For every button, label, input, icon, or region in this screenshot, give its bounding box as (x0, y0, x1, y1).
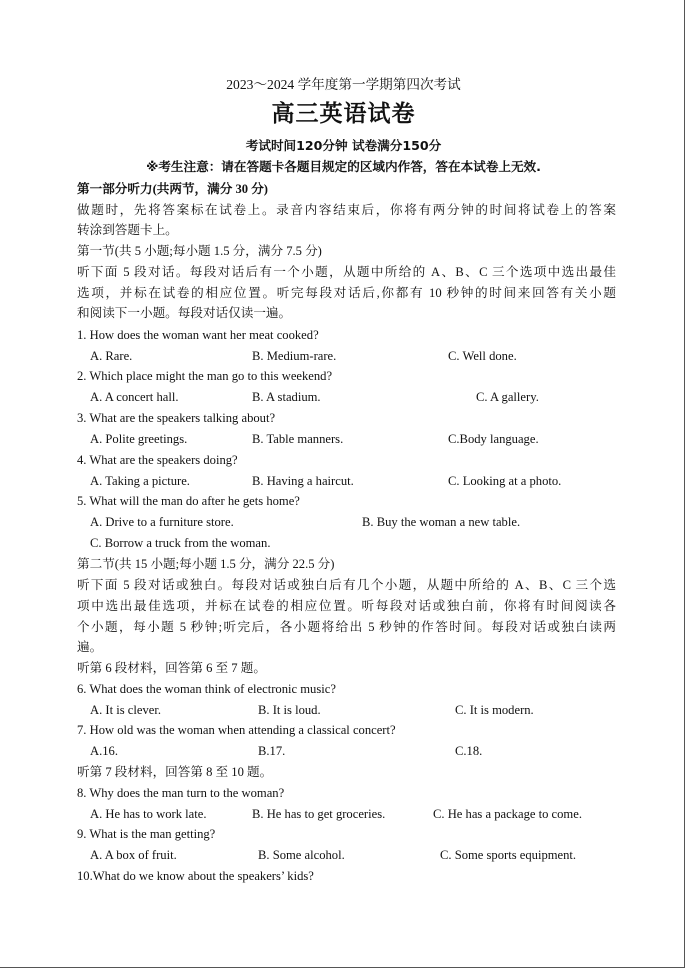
q9-option-a: A. A box of fruit. (90, 848, 177, 862)
section1-heading: 第一节(共 5 小题;每小题 1.5 分，满分 7.5 分) (77, 244, 322, 258)
question-9: 9. What is the man getting? (77, 827, 216, 841)
q4-option-b: B. Having a haircut. (252, 474, 354, 488)
question-7: 7. How old was the woman when attending a classical concert? (77, 723, 396, 737)
q3-option-b: B. Table manners. (252, 432, 344, 446)
question-4: 4. What are the speakers doing? (77, 453, 238, 467)
q7-option-a: A.16. (90, 744, 118, 758)
section2-instruction-line: 个小题，每小题 5 秒钟;听完后，各小题将给出 5 秒钟的作答时间。每段对话或独白读两 (77, 620, 616, 634)
notice: ※考生注意：请在答题卡各题目规定的区域内作答，答在本试卷上无效. (146, 159, 541, 174)
question-5: 5. What will the man do after he gets home? (77, 494, 300, 508)
q9-option-b: B. Some alcohol. (258, 848, 345, 862)
q2-option-c: C. A gallery. (476, 390, 539, 404)
q9-option-c: C. Some sports equipment. (440, 848, 577, 862)
section2-instruction-line: 项中选出最佳选项，并标在试卷的相应位置。听每段对话或独白前，你将有时间阅读各 (77, 599, 616, 613)
section2-heading: 第二节(共 15 小题;每小题 1.5 分，满分 22.5 分) (77, 557, 335, 571)
q6-option-c: C. It is modern. (455, 703, 534, 717)
section1-instruction-line: 听下面 5 段对话。每段对话后有一个小题，从题中所给的 A、B、C 三个选项中选出最佳 (77, 265, 616, 279)
question-3: 3. What are the speakers talking about? (77, 411, 276, 425)
part1-instruction-line: 做题时，先将答案标在试卷上。录音内容结束后，你将有两分钟的时间将试卷上的答案 (77, 203, 616, 217)
q5-option-b: B. Buy the woman a new table. (362, 515, 521, 529)
question-6: 6. What does the woman think of electronic music? (77, 682, 336, 696)
q1-option-c: C. Well done. (448, 349, 517, 363)
page-title: 高三英语试卷 (271, 100, 416, 127)
q2-option-a: A. A concert hall. (90, 390, 179, 404)
q8-option-a: A. He has to work late. (90, 807, 207, 821)
q5-option-c: C. Borrow a truck from the woman. (90, 536, 271, 550)
q5-option-a: A. Drive to a furniture store. (90, 515, 234, 529)
material-7-instruction: 听第 7 段材料，回答第 8 至 10 题。 (77, 765, 273, 779)
q4-option-c: C. Looking at a photo. (448, 474, 562, 488)
question-2: 2. Which place might the man go to this weekend? (77, 369, 333, 383)
q8-option-c: C. He has a package to come. (433, 807, 582, 821)
exam-year-line: 2023～2024 学年度第一学期第四次考试 (226, 77, 461, 92)
section2-instruction-line: 听下面 5 段对话或独白。每段对话或独白后有几个小题，从题中所给的 A、B、C 三个选 (77, 578, 616, 592)
section1-instruction-line: 和阅读下一小题。每段对话仅读一遍。 (77, 306, 292, 320)
q2-option-b: B. A stadium. (252, 390, 321, 404)
q6-option-b: B. It is loud. (258, 703, 321, 717)
q1-option-b: B. Medium-rare. (252, 349, 337, 363)
part1-instruction-line: 转涂到答题卡上。 (77, 223, 178, 237)
q1-option-a: A. Rare. (90, 349, 133, 363)
q3-option-a: A. Polite greetings. (90, 432, 188, 446)
material-6-instruction: 听第 6 段材料，回答第 6 至 7 题。 (77, 661, 266, 675)
exam-info: 考试时间120分钟 试卷满分150分 (245, 138, 442, 153)
section2-instruction-line: 遍。 (77, 640, 103, 654)
q4-option-a: A. Taking a picture. (90, 474, 190, 488)
q7-option-c: C.18. (455, 744, 483, 758)
part1-heading: 第一部分听力(共两节，满分 30 分) (77, 182, 268, 196)
q7-option-b: B.17. (258, 744, 286, 758)
question-1: 1. How does the woman want her meat cooked? (77, 328, 319, 342)
question-8: 8. Why does the man turn to the woman? (77, 786, 285, 800)
q6-option-a: A. It is clever. (90, 703, 161, 717)
question-10: 10.What do we know about the speakers’ kids? (77, 869, 314, 883)
q8-option-b: B. He has to get groceries. (252, 807, 386, 821)
q3-option-c: C.Body language. (448, 432, 539, 446)
section1-instruction-line: 选项，并标在试卷的相应位置。听完每段对话后,你都有 10 秒钟的时间来回答有关小题 (77, 286, 616, 300)
